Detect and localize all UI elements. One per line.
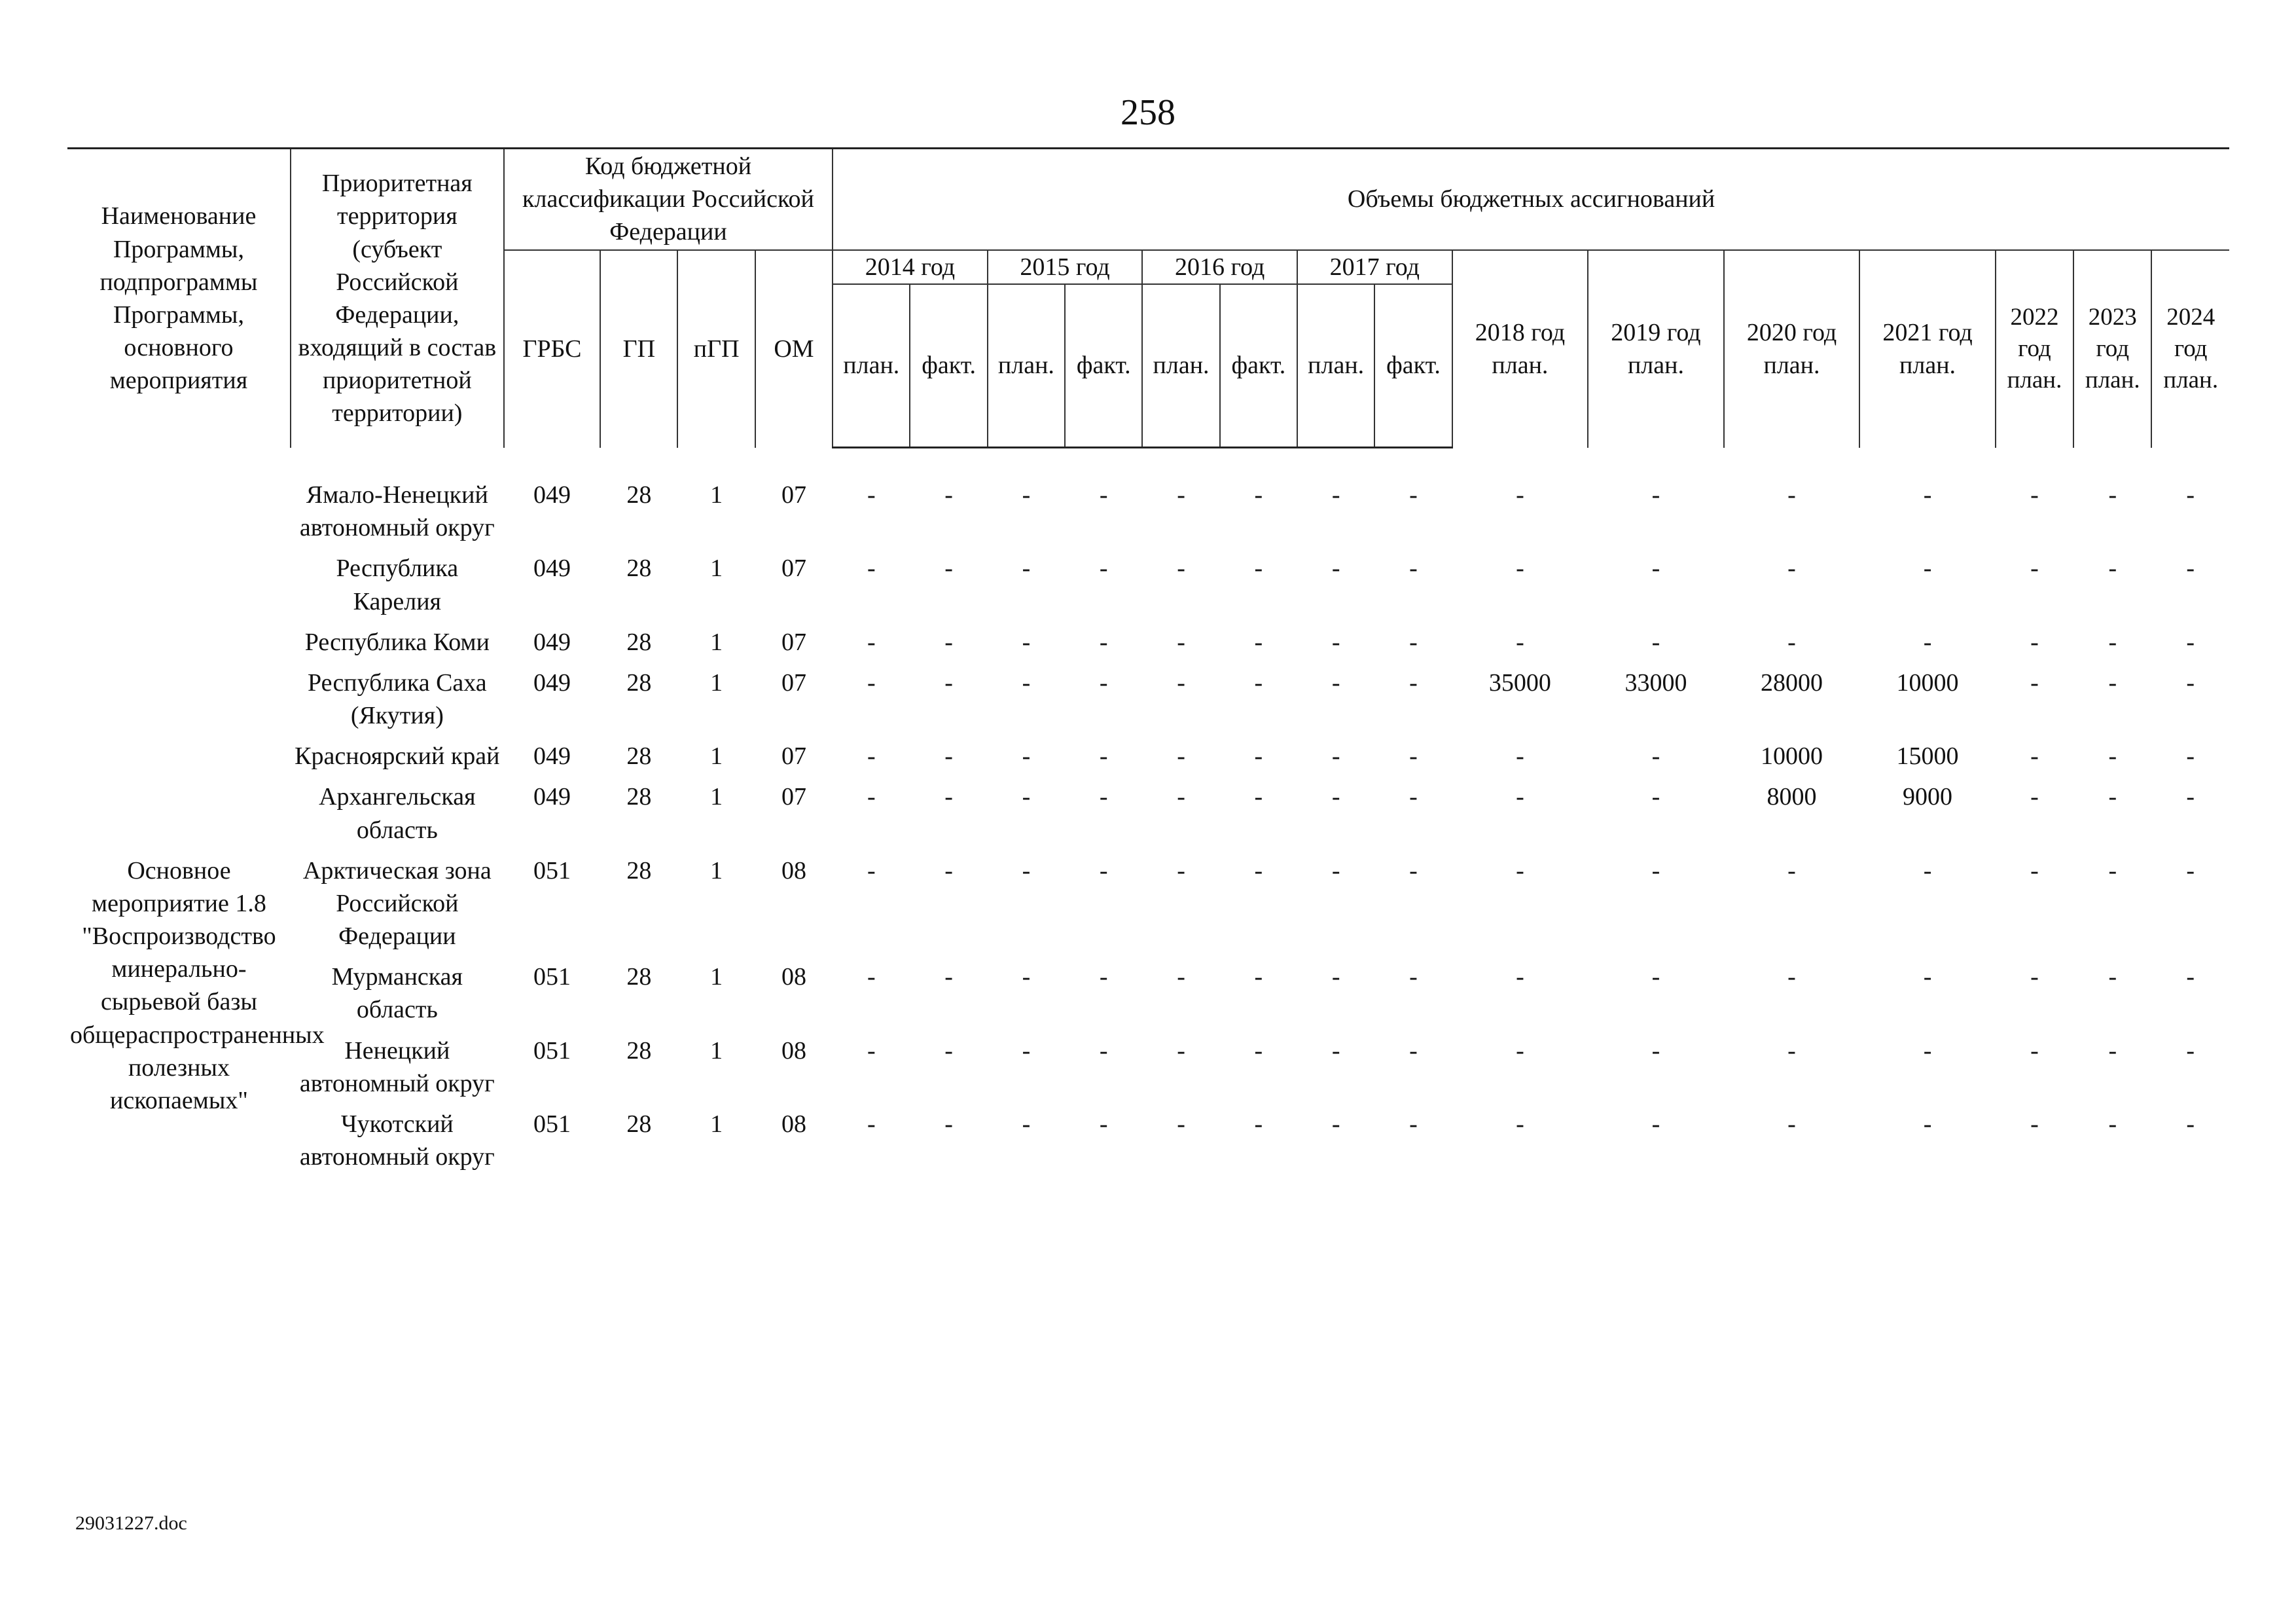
program-name-cell: Основное мероприятие 1.8 "Воспроизводство минерально-сырьевой базы общераспространенных полезных ископаемых" bbox=[70, 856, 325, 1114]
header-year-2023: 2023 год план. bbox=[2073, 250, 2151, 448]
value-cell: - bbox=[1409, 783, 1418, 811]
value-cell: - bbox=[1516, 856, 1524, 884]
table-row bbox=[67, 622, 2229, 663]
value-cell: - bbox=[1099, 742, 1108, 771]
header-2016-plan: план. bbox=[1142, 284, 1219, 448]
pgp-cell: 1 bbox=[710, 742, 723, 771]
program-name-cell bbox=[67, 475, 291, 850]
value-cell: - bbox=[1331, 963, 1340, 991]
value-cell: - bbox=[1331, 1036, 1340, 1065]
value-cell: - bbox=[1177, 1036, 1185, 1065]
value-cell: - bbox=[1516, 1036, 1524, 1065]
value-cell: - bbox=[1651, 1110, 1660, 1138]
territory-cell: Республика Саха (Якутия) bbox=[308, 668, 487, 730]
value-cell: - bbox=[1787, 628, 1796, 656]
table-row bbox=[67, 1104, 2229, 1177]
om-cell: 07 bbox=[781, 555, 806, 583]
value-cell: - bbox=[2108, 628, 2117, 656]
value-cell: - bbox=[1923, 628, 1932, 656]
value-cell: - bbox=[944, 668, 953, 697]
value-cell: - bbox=[1254, 668, 1263, 697]
value-cell: - bbox=[1331, 668, 1340, 697]
value-cell: - bbox=[1516, 742, 1524, 771]
value-cell: - bbox=[1787, 1036, 1796, 1065]
territory-cell: Арктическая зона Российской Федерации bbox=[302, 856, 492, 951]
grbs-cell: 049 bbox=[533, 628, 571, 656]
table-row bbox=[67, 850, 2229, 957]
header-2017-fact: факт. bbox=[1374, 284, 1452, 448]
grbs-cell: 051 bbox=[533, 963, 571, 991]
table-row bbox=[67, 736, 2229, 776]
table-row bbox=[67, 1030, 2229, 1104]
value-cell: - bbox=[2186, 668, 2195, 697]
value-cell: - bbox=[944, 555, 953, 583]
value-cell: - bbox=[1022, 1110, 1031, 1138]
value-cell: - bbox=[867, 668, 876, 697]
table-body bbox=[67, 448, 2229, 1177]
value-cell: - bbox=[1409, 481, 1418, 509]
pgp-cell: 1 bbox=[710, 856, 723, 884]
territory-cell: Чукотский автономный округ bbox=[299, 1110, 495, 1171]
value-cell: - bbox=[1099, 963, 1108, 991]
value-cell: - bbox=[1651, 742, 1660, 771]
header-territory-col: Приоритетная территория (субъект Российской Федерации, входящий в состав приоритетной территории) bbox=[291, 149, 504, 448]
value-cell: - bbox=[1022, 963, 1031, 991]
value-cell: - bbox=[944, 481, 953, 509]
header-year-2016: 2016 год bbox=[1142, 250, 1297, 284]
value-cell: - bbox=[2108, 963, 2117, 991]
value-cell: - bbox=[1099, 1036, 1108, 1065]
value-cell: - bbox=[944, 856, 953, 884]
value-cell: - bbox=[1516, 555, 1524, 583]
value-cell: - bbox=[1177, 742, 1185, 771]
pgp-cell: 1 bbox=[710, 481, 723, 509]
value-cell: - bbox=[2030, 783, 2039, 811]
value-cell: - bbox=[1099, 481, 1108, 509]
value-cell: 9000 bbox=[1903, 783, 1953, 811]
value-cell: - bbox=[1923, 963, 1932, 991]
value-cell: - bbox=[944, 963, 953, 991]
value-cell: - bbox=[867, 856, 876, 884]
pgp-cell: 1 bbox=[710, 555, 723, 583]
om-cell: 08 bbox=[781, 963, 806, 991]
value-cell: - bbox=[1022, 628, 1031, 656]
territory-cell: Архангельская область bbox=[319, 783, 476, 844]
gp-cell: 28 bbox=[626, 1036, 652, 1065]
value-cell: - bbox=[1787, 1110, 1796, 1138]
table-row bbox=[67, 475, 2229, 548]
value-cell: - bbox=[944, 742, 953, 771]
value-cell: 10000 bbox=[1896, 668, 1959, 697]
value-cell: - bbox=[1177, 963, 1185, 991]
value-cell: - bbox=[2030, 1110, 2039, 1138]
om-cell: 07 bbox=[781, 668, 806, 697]
value-cell: - bbox=[1099, 1110, 1108, 1138]
value-cell: - bbox=[1409, 742, 1418, 771]
value-cell: - bbox=[2186, 963, 2195, 991]
gp-cell: 28 bbox=[626, 742, 652, 771]
gp-cell: 28 bbox=[626, 555, 652, 583]
value-cell: - bbox=[1409, 555, 1418, 583]
om-cell: 08 bbox=[781, 856, 806, 884]
value-cell: - bbox=[1923, 856, 1932, 884]
value-cell: 28000 bbox=[1761, 668, 1823, 697]
om-cell: 07 bbox=[781, 481, 806, 509]
value-cell: - bbox=[2030, 555, 2039, 583]
value-cell: - bbox=[1177, 1110, 1185, 1138]
value-cell: - bbox=[944, 628, 953, 656]
value-cell: - bbox=[2108, 783, 2117, 811]
value-cell: - bbox=[867, 628, 876, 656]
value-cell: - bbox=[1516, 481, 1524, 509]
value-cell: - bbox=[1923, 1036, 1932, 1065]
document-filename: 29031227.doc bbox=[75, 1512, 187, 1534]
grbs-cell: 051 bbox=[533, 1036, 571, 1065]
header-year-2017: 2017 год bbox=[1297, 250, 1452, 284]
value-cell: - bbox=[1099, 668, 1108, 697]
value-cell: 15000 bbox=[1896, 742, 1959, 771]
value-cell: - bbox=[1331, 481, 1340, 509]
value-cell: - bbox=[1787, 555, 1796, 583]
om-cell: 07 bbox=[781, 742, 806, 771]
gp-cell: 28 bbox=[626, 1110, 652, 1138]
value-cell: - bbox=[1177, 783, 1185, 811]
value-cell: - bbox=[867, 742, 876, 771]
value-cell: - bbox=[1331, 742, 1340, 771]
value-cell: - bbox=[1022, 856, 1031, 884]
value-cell: - bbox=[2186, 628, 2195, 656]
territory-cell: Ямало-Ненецкий автономный округ bbox=[299, 481, 495, 542]
gp-cell: 28 bbox=[626, 481, 652, 509]
value-cell: - bbox=[1651, 856, 1660, 884]
budget-allocation-table bbox=[67, 147, 2229, 1177]
header-2014-plan: план. bbox=[833, 284, 910, 448]
header-volume-group: Объемы бюджетных ассигнований bbox=[833, 149, 2229, 250]
value-cell: - bbox=[2030, 628, 2039, 656]
header-pgp: пГП bbox=[677, 250, 755, 448]
value-cell: - bbox=[1409, 1036, 1418, 1065]
value-cell: - bbox=[1022, 668, 1031, 697]
territory-cell: Мурманская область bbox=[331, 963, 463, 1024]
value-cell: - bbox=[1022, 783, 1031, 811]
value-cell: 8000 bbox=[1767, 783, 1817, 811]
value-cell: - bbox=[1651, 555, 1660, 583]
pgp-cell: 1 bbox=[710, 668, 723, 697]
value-cell: - bbox=[944, 1036, 953, 1065]
grbs-cell: 049 bbox=[533, 668, 571, 697]
value-cell: - bbox=[2186, 555, 2195, 583]
value-cell: - bbox=[1331, 783, 1340, 811]
value-cell: - bbox=[1177, 856, 1185, 884]
value-cell: - bbox=[1651, 481, 1660, 509]
header-2016-fact: факт. bbox=[1220, 284, 1297, 448]
value-cell: - bbox=[1254, 1036, 1263, 1065]
value-cell: - bbox=[1099, 783, 1108, 811]
header-year-2020: 2020 год план. bbox=[1724, 250, 1860, 448]
header-2015-fact: факт. bbox=[1065, 284, 1142, 448]
value-cell: - bbox=[1254, 481, 1263, 509]
territory-cell: Красноярский край bbox=[295, 742, 500, 771]
value-cell: - bbox=[1787, 856, 1796, 884]
value-cell: - bbox=[867, 783, 876, 811]
value-cell: - bbox=[2108, 668, 2117, 697]
value-cell: - bbox=[2108, 481, 2117, 509]
territory-cell: Республика Карелия bbox=[336, 555, 459, 615]
table-row bbox=[67, 663, 2229, 736]
value-cell: - bbox=[1022, 555, 1031, 583]
pgp-cell: 1 bbox=[710, 783, 723, 811]
value-cell: - bbox=[1651, 783, 1660, 811]
om-cell: 07 bbox=[781, 783, 806, 811]
header-gp: ГП bbox=[600, 250, 677, 448]
value-cell: - bbox=[1099, 628, 1108, 656]
header-name-col: Наименование Программы, подпрограммы Программы, основного мероприятия bbox=[67, 149, 291, 448]
value-cell: - bbox=[1409, 628, 1418, 656]
gp-cell: 28 bbox=[626, 668, 652, 697]
header-year-2018: 2018 год план. bbox=[1452, 250, 1588, 448]
value-cell: - bbox=[1254, 963, 1263, 991]
value-cell: - bbox=[1254, 856, 1263, 884]
value-cell: - bbox=[1177, 628, 1185, 656]
gp-cell: 28 bbox=[626, 783, 652, 811]
value-cell: - bbox=[2030, 1036, 2039, 1065]
value-cell: - bbox=[867, 555, 876, 583]
table-row bbox=[67, 776, 2229, 850]
value-cell: - bbox=[1516, 783, 1524, 811]
value-cell: - bbox=[1099, 856, 1108, 884]
value-cell: - bbox=[2030, 963, 2039, 991]
value-cell: - bbox=[1409, 856, 1418, 884]
pgp-cell: 1 bbox=[710, 1110, 723, 1138]
grbs-cell: 049 bbox=[533, 555, 571, 583]
value-cell: - bbox=[1651, 963, 1660, 991]
value-cell: - bbox=[2186, 742, 2195, 771]
page-number: 258 bbox=[1121, 92, 1175, 133]
value-cell: 10000 bbox=[1761, 742, 1823, 771]
header-code-group: Код бюджетной классификации Российской Федерации bbox=[504, 149, 833, 250]
value-cell: - bbox=[1254, 783, 1263, 811]
value-cell: - bbox=[1022, 742, 1031, 771]
value-cell: - bbox=[2186, 1036, 2195, 1065]
value-cell: - bbox=[1787, 963, 1796, 991]
value-cell: - bbox=[1254, 742, 1263, 771]
value-cell: - bbox=[2030, 856, 2039, 884]
value-cell: - bbox=[1516, 1110, 1524, 1138]
grbs-cell: 051 bbox=[533, 1110, 571, 1138]
value-cell: - bbox=[1254, 1110, 1263, 1138]
pgp-cell: 1 bbox=[710, 1036, 723, 1065]
header-2017-plan: план. bbox=[1297, 284, 1374, 448]
value-cell: - bbox=[2108, 856, 2117, 884]
value-cell: - bbox=[944, 1110, 953, 1138]
value-cell: - bbox=[1516, 628, 1524, 656]
value-cell: - bbox=[1331, 628, 1340, 656]
value-cell: - bbox=[1409, 963, 1418, 991]
header-year-2022: 2022 год план. bbox=[1996, 250, 2073, 448]
value-cell: - bbox=[1022, 481, 1031, 509]
value-cell: - bbox=[1177, 555, 1185, 583]
territory-cell: Республика Коми bbox=[304, 628, 490, 656]
header-2014-fact: факт. bbox=[910, 284, 987, 448]
value-cell: - bbox=[2186, 783, 2195, 811]
value-cell: - bbox=[944, 783, 953, 811]
value-cell: - bbox=[2186, 481, 2195, 509]
value-cell: 35000 bbox=[1488, 668, 1551, 697]
value-cell: - bbox=[1409, 1110, 1418, 1138]
value-cell: - bbox=[2108, 555, 2117, 583]
value-cell: - bbox=[1331, 856, 1340, 884]
value-cell: - bbox=[1651, 628, 1660, 656]
value-cell: - bbox=[2108, 742, 2117, 771]
table-header bbox=[67, 149, 2229, 448]
grbs-cell: 049 bbox=[533, 783, 571, 811]
grbs-cell: 051 bbox=[533, 856, 571, 884]
table-row bbox=[67, 548, 2229, 621]
value-cell: - bbox=[1409, 668, 1418, 697]
header-year-2015: 2015 год bbox=[988, 250, 1143, 284]
value-cell: - bbox=[1651, 1036, 1660, 1065]
om-cell: 07 bbox=[781, 628, 806, 656]
header-year-2021: 2021 год план. bbox=[1859, 250, 1996, 448]
value-cell: - bbox=[2108, 1110, 2117, 1138]
gp-cell: 28 bbox=[626, 856, 652, 884]
pgp-cell: 1 bbox=[710, 963, 723, 991]
value-cell: - bbox=[1923, 1110, 1932, 1138]
value-cell: 33000 bbox=[1624, 668, 1687, 697]
territory-cell: Ненецкий автономный округ bbox=[299, 1036, 495, 1097]
value-cell: - bbox=[1022, 1036, 1031, 1065]
value-cell: - bbox=[1516, 963, 1524, 991]
value-cell: - bbox=[867, 963, 876, 991]
header-year-2024: 2024 год план. bbox=[2151, 250, 2229, 448]
header-grbs: ГРБС bbox=[504, 250, 600, 448]
value-cell: - bbox=[2030, 668, 2039, 697]
value-cell: - bbox=[867, 1110, 876, 1138]
om-cell: 08 bbox=[781, 1110, 806, 1138]
header-year-2019: 2019 год план. bbox=[1588, 250, 1724, 448]
value-cell: - bbox=[1923, 481, 1932, 509]
value-cell: - bbox=[1099, 555, 1108, 583]
value-cell: - bbox=[1254, 555, 1263, 583]
header-om: ОМ bbox=[755, 250, 833, 448]
value-cell: - bbox=[2030, 742, 2039, 771]
header-year-2014: 2014 год bbox=[833, 250, 988, 284]
table-row bbox=[67, 957, 2229, 1030]
value-cell: - bbox=[1331, 555, 1340, 583]
value-cell: - bbox=[2186, 856, 2195, 884]
value-cell: - bbox=[2030, 481, 2039, 509]
value-cell: - bbox=[2108, 1036, 2117, 1065]
value-cell: - bbox=[1923, 555, 1932, 583]
value-cell: - bbox=[1331, 1110, 1340, 1138]
value-cell: - bbox=[1787, 481, 1796, 509]
value-cell: - bbox=[867, 481, 876, 509]
value-cell: - bbox=[2186, 1110, 2195, 1138]
grbs-cell: 049 bbox=[533, 481, 571, 509]
value-cell: - bbox=[1177, 668, 1185, 697]
value-cell: - bbox=[867, 1036, 876, 1065]
value-cell: - bbox=[1177, 481, 1185, 509]
gp-cell: 28 bbox=[626, 628, 652, 656]
gp-cell: 28 bbox=[626, 963, 652, 991]
header-2015-plan: план. bbox=[988, 284, 1065, 448]
grbs-cell: 049 bbox=[533, 742, 571, 771]
pgp-cell: 1 bbox=[710, 628, 723, 656]
om-cell: 08 bbox=[781, 1036, 806, 1065]
value-cell: - bbox=[1254, 628, 1263, 656]
